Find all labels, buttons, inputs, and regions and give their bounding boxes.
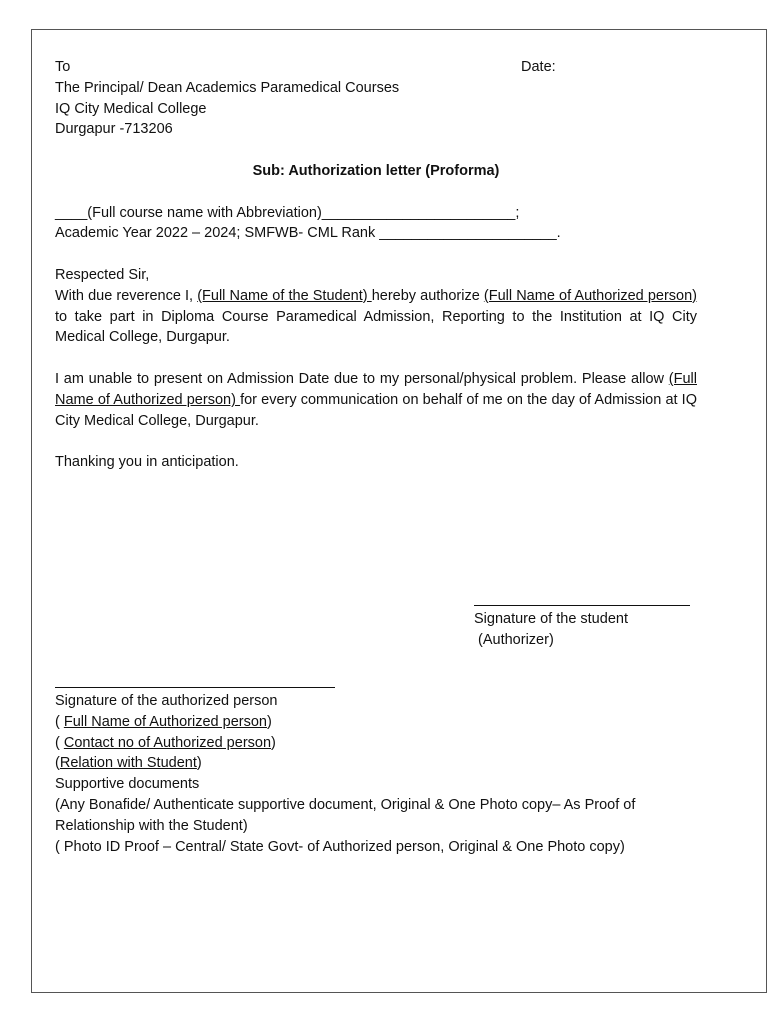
authorized-contact-text: Contact no of Authorized person [63,734,272,751]
addressee: The Principal/ Dean Academics Paramedical Courses [55,79,400,96]
authorized-name-placeholder: (Full Name of Authorized person) [483,287,698,304]
paragraph-reason [55,369,697,431]
salutation: Respected Sir, [55,266,150,283]
authorized-name-text: Full Name of Authorized person [63,713,267,730]
college-name: IQ City Medical College [55,100,207,117]
authorized-contact-field: ( Contact no of Authorized person) [55,734,276,751]
para1-text-1: With due reverence I, [55,287,198,304]
academic-year-line: Academic Year 2022 – 2024; SMFWB- CML Rank ______________________. [55,225,561,242]
supportive-documents-heading: Supportive documents [55,776,200,793]
authorized-name-placeholder-2: (Full Name of Authorized person) [55,370,697,408]
date-label: Date: [521,59,556,75]
para2-text-2: for every communication on behalf of me on the day of Admission at IQ City Medical College, Durgapur. [55,391,697,429]
to-line: To [55,59,71,75]
student-signature-block [474,588,690,651]
letter-body [55,57,697,473]
subject-line: Sub: Authorization letter (Proforma) [252,162,500,179]
college-city: Durgapur -713206 [55,121,173,138]
authorized-signature-line [55,670,335,688]
student-signature-line [474,588,690,606]
authorized-signature-block [55,670,697,857]
authorized-name-field: ( Full Name of Authorized person) [55,713,272,730]
course-line: ____(Full course name with Abbreviation)________________________; [55,204,520,221]
para1-text-2: hereby authorize [371,287,484,304]
para1-text-3: to take part in Diploma Course Paramedical Admission, Reporting to the Institution at IQ City Medical College, Durgapur. [55,308,697,346]
student-name-placeholder: (Full Name of the Student) [197,287,372,304]
student-signature-role: (Authorizer) [474,631,554,648]
student-signature-label: Signature of the student [474,611,628,627]
supportive-document-2: ( Photo ID Proof – Central/ State Govt- of Authorized person, Original & One Photo copy) [55,838,625,855]
authorized-signature-label: Signature of the authorized person [55,693,278,709]
relation-text: Relation with Student [59,755,197,772]
paragraph-authorization [55,286,697,348]
closing-line: Thanking you in anticipation. [55,454,239,471]
relation-field: (Relation with Student) [55,755,202,772]
para2-text-1: I am unable to present on Admission Date due to my personal/physical problem. Please allow [55,370,669,387]
supportive-document-1: (Any Bonafide/ Authenticate supportive document, Original & One Photo copy– As Proof of Relationship with the Student) [55,796,636,834]
